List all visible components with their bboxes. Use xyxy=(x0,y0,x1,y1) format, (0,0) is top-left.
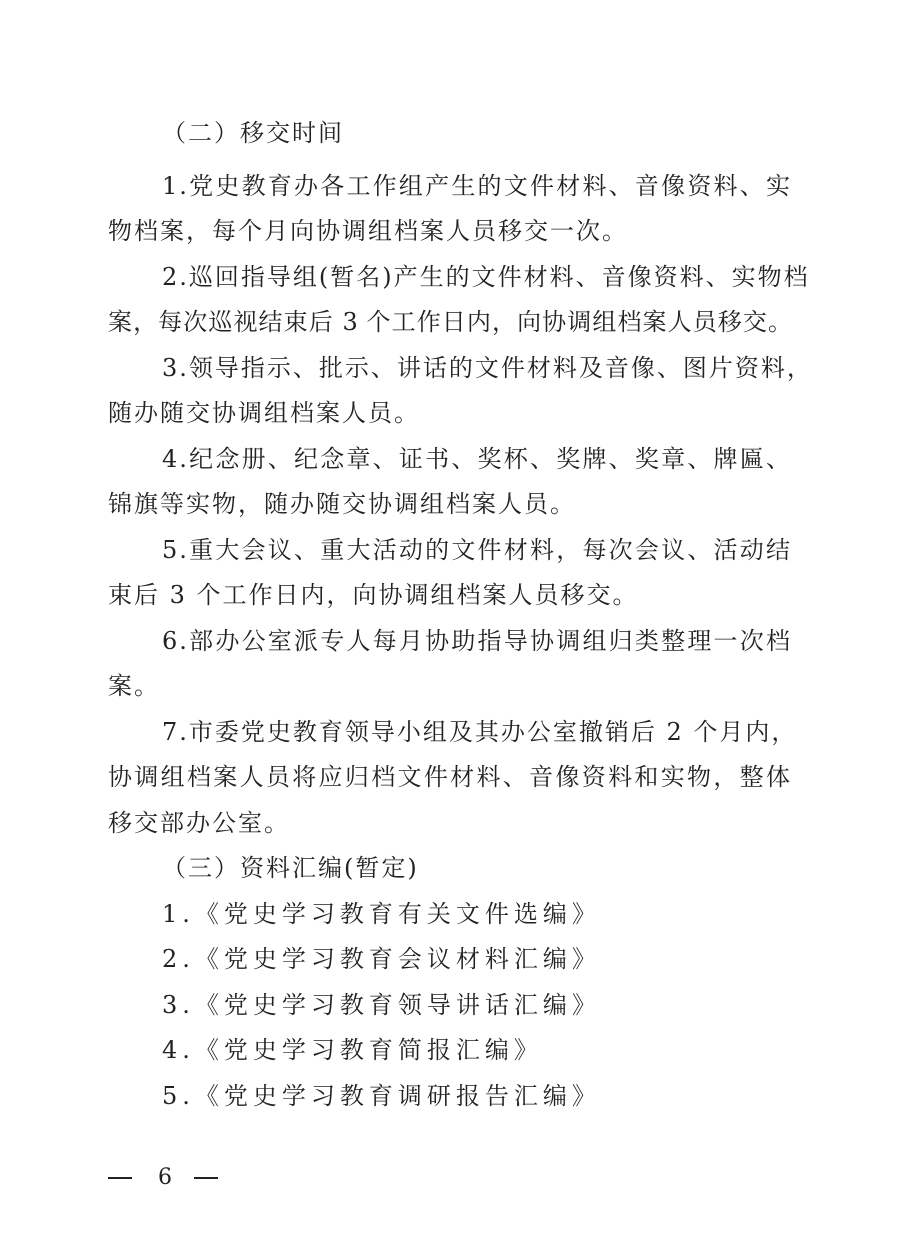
paragraph-line: 案，每次巡视结束后 3 个工作日内，向协调组档案人员移交。 xyxy=(108,308,792,336)
paragraph-line: 3.领导指示、批示、讲话的文件材料及音像、图片资料， xyxy=(162,354,813,382)
compilation-item: 2.《党史学习教育会议材料汇编》 xyxy=(162,945,601,973)
paragraph-line: 1.党史教育办各工作组产生的文件材料、音像资料、实 xyxy=(162,172,792,200)
paragraph-line: 随办随交协调组档案人员。 xyxy=(108,399,420,427)
paragraph-line: 束后 3 个工作日内，向协调组档案人员移交。 xyxy=(108,581,639,609)
paragraph-line: 案。 xyxy=(108,672,160,700)
paragraph-line: 4.纪念册、纪念章、证书、奖杯、奖牌、奖章、牌匾、 xyxy=(162,445,792,473)
paragraph-line: 锦旗等实物，随办随交协调组档案人员。 xyxy=(108,490,576,518)
section-heading-compilations: （三）资料汇编(暂定) xyxy=(162,854,419,882)
compilation-item: 4.《党史学习教育简报汇编》 xyxy=(162,1036,543,1064)
paragraph-line: 物档案，每个月向协调组档案人员移交一次。 xyxy=(108,217,628,245)
paragraph-line: 5.重大会议、重大活动的文件材料，每次会议、活动结 xyxy=(162,536,792,564)
page-number: 6 xyxy=(158,1165,172,1190)
compilation-item: 5.《党史学习教育调研报告汇编》 xyxy=(162,1082,601,1110)
compilation-item: 1.《党史学习教育有关文件选编》 xyxy=(162,900,601,928)
page-footer xyxy=(108,1163,218,1193)
footer-dash-right xyxy=(194,1177,218,1179)
paragraph-line: 7.市委党史教育领导小组及其办公室撤销后 2 个月内， xyxy=(162,718,798,746)
paragraph-line: 协调组档案人员将应归档文件材料、音像资料和实物，整体 xyxy=(108,763,792,791)
section-heading-transfer-time: （二）移交时间 xyxy=(162,119,344,147)
paragraph-line: 6.部办公室派专人每月协助指导协调组归类整理一次档 xyxy=(162,627,792,655)
compilation-item: 3.《党史学习教育领导讲话汇编》 xyxy=(162,991,601,1019)
footer-dash-left xyxy=(108,1177,132,1179)
paragraph-line: 移交部办公室。 xyxy=(108,809,290,837)
paragraph-line: 2.巡回指导组(暂名)产生的文件材料、音像资料、实物档 xyxy=(162,263,810,291)
